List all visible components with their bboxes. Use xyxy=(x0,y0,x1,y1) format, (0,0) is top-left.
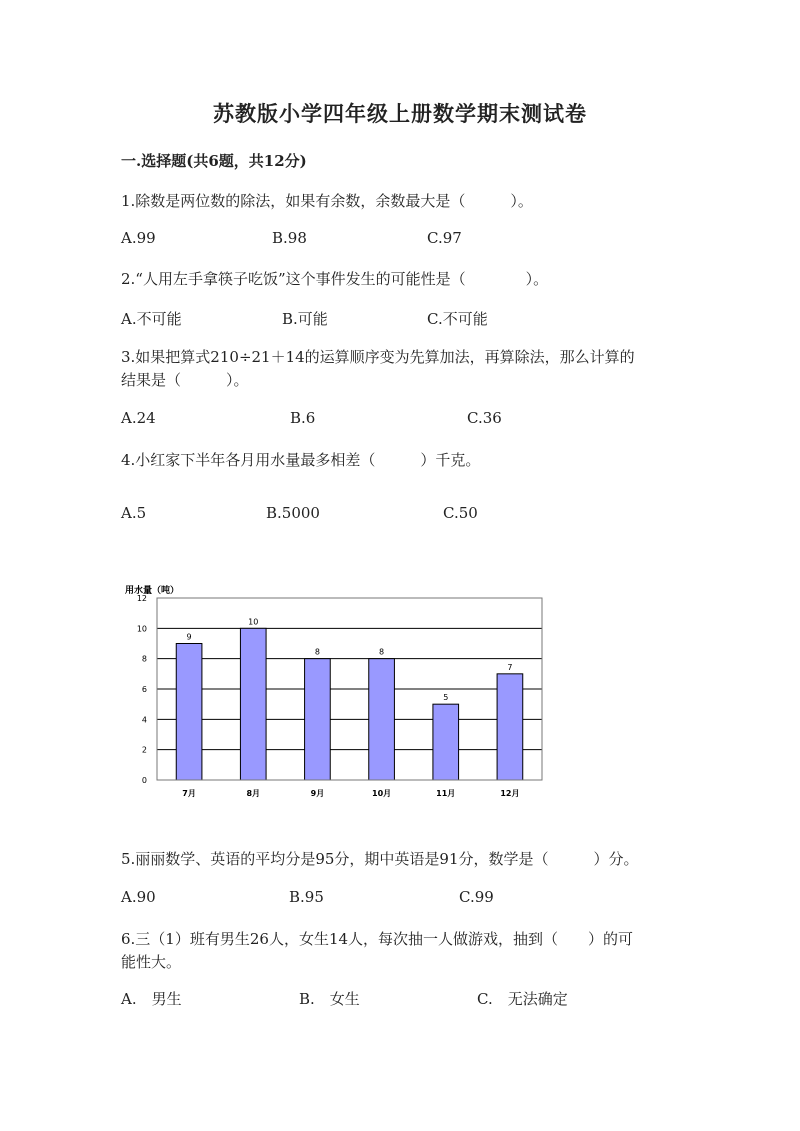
question-3-option-b: B.6 xyxy=(290,409,316,427)
chart-y-tick-label: 12 xyxy=(136,594,147,603)
chart-data-label: 7 xyxy=(507,662,513,672)
chart-bar xyxy=(497,674,523,780)
chart-bars xyxy=(176,628,523,780)
chart-y-tick-label: 4 xyxy=(141,715,147,725)
chart-x-tick-label: 11月 xyxy=(436,789,456,798)
question-1-option-a: A.99 xyxy=(121,229,156,247)
chart-data-label: 9 xyxy=(186,632,192,642)
question-1-option-b: B.98 xyxy=(272,229,307,247)
chart-x-tick-label: 9月 xyxy=(310,789,325,798)
chart-x-tick-label: 7月 xyxy=(182,789,196,798)
chart-y-ticks xyxy=(137,594,147,785)
question-6-option-c: C. 无法确定 xyxy=(477,990,568,1008)
chart-bar xyxy=(176,644,202,781)
chart-bar xyxy=(240,628,266,780)
question-5-option-c: C.99 xyxy=(459,888,494,906)
chart-y-tick-label: 8 xyxy=(141,654,147,664)
question-5-option-b: B.95 xyxy=(289,888,324,906)
chart-y-tick-label: 2 xyxy=(141,745,147,755)
question-4-option-c: C.50 xyxy=(443,504,478,522)
question-3-option-c: C.36 xyxy=(467,409,502,427)
question-5-option-a: A.90 xyxy=(121,888,156,906)
chart-x-tick-label: 10月 xyxy=(372,789,392,798)
page-title: 苏教版小学四年级上册数学期末测试卷 xyxy=(213,101,587,126)
chart-data-label: 5 xyxy=(443,693,449,703)
chart-data-label: 8 xyxy=(379,647,385,657)
chart-x-tick-label: 12月 xyxy=(500,789,520,798)
chart-bar xyxy=(305,659,331,780)
question-2-text: 2.“人用左手拿筷子吃饭”这个事件发生的可能性是（ ）。 xyxy=(121,270,549,288)
chart-y-tick-label: 10 xyxy=(136,624,147,634)
question-4-text: 4.小红家下半年各月用水量最多相差（ ）千克。 xyxy=(121,451,481,469)
question-6-text-line-1: 6.三（1）班有男生26人，女生14人，每次抽一人做游戏，抽到（ ）的可 xyxy=(121,930,634,948)
chart-ylabel: 用水量（吨） xyxy=(125,586,180,596)
chart-x-tick-label: 8月 xyxy=(246,789,261,798)
question-3-option-a: A.24 xyxy=(121,409,156,427)
question-4-option-a: A.5 xyxy=(121,504,147,522)
question-2-option-b: B.可能 xyxy=(282,310,328,328)
water-usage-bar-chart xyxy=(115,578,555,803)
question-4-option-b: B.5000 xyxy=(266,504,320,522)
question-2-option-c: C.不可能 xyxy=(427,310,488,328)
chart-bar xyxy=(433,704,459,780)
question-6-option-b: B. 女生 xyxy=(299,990,360,1008)
chart-bar xyxy=(369,659,395,780)
question-1-option-c: C.97 xyxy=(427,229,462,247)
chart-data-label: 8 xyxy=(314,647,320,657)
section-heading: 一.选择题(共6题，共12分) xyxy=(121,152,307,170)
chart-grid xyxy=(157,628,542,749)
question-1-text: 1.除数是两位数的除法，如果有余数，余数最大是（ ）。 xyxy=(121,192,533,210)
chart-y-tick-label: 0 xyxy=(141,776,147,785)
question-2-option-a: A.不可能 xyxy=(121,310,182,328)
question-5-text: 5.丽丽数学、英语的平均分是95分，期中英语是91分，数学是（ ）分。 xyxy=(121,850,639,868)
chart-data-label: 10 xyxy=(248,617,259,627)
question-3-text-line-1: 3.如果把算式210÷21＋14的运算顺序变为先算加法，再算除法，那么计算的 xyxy=(121,348,635,366)
question-6-option-a: A. 男生 xyxy=(121,990,182,1008)
question-6-text-line-2: 能性大。 xyxy=(121,953,182,971)
question-3-text-line-2: 结果是（ ）。 xyxy=(121,371,249,389)
chart-x-ticks xyxy=(182,789,519,798)
chart-y-tick-label: 6 xyxy=(141,685,147,694)
